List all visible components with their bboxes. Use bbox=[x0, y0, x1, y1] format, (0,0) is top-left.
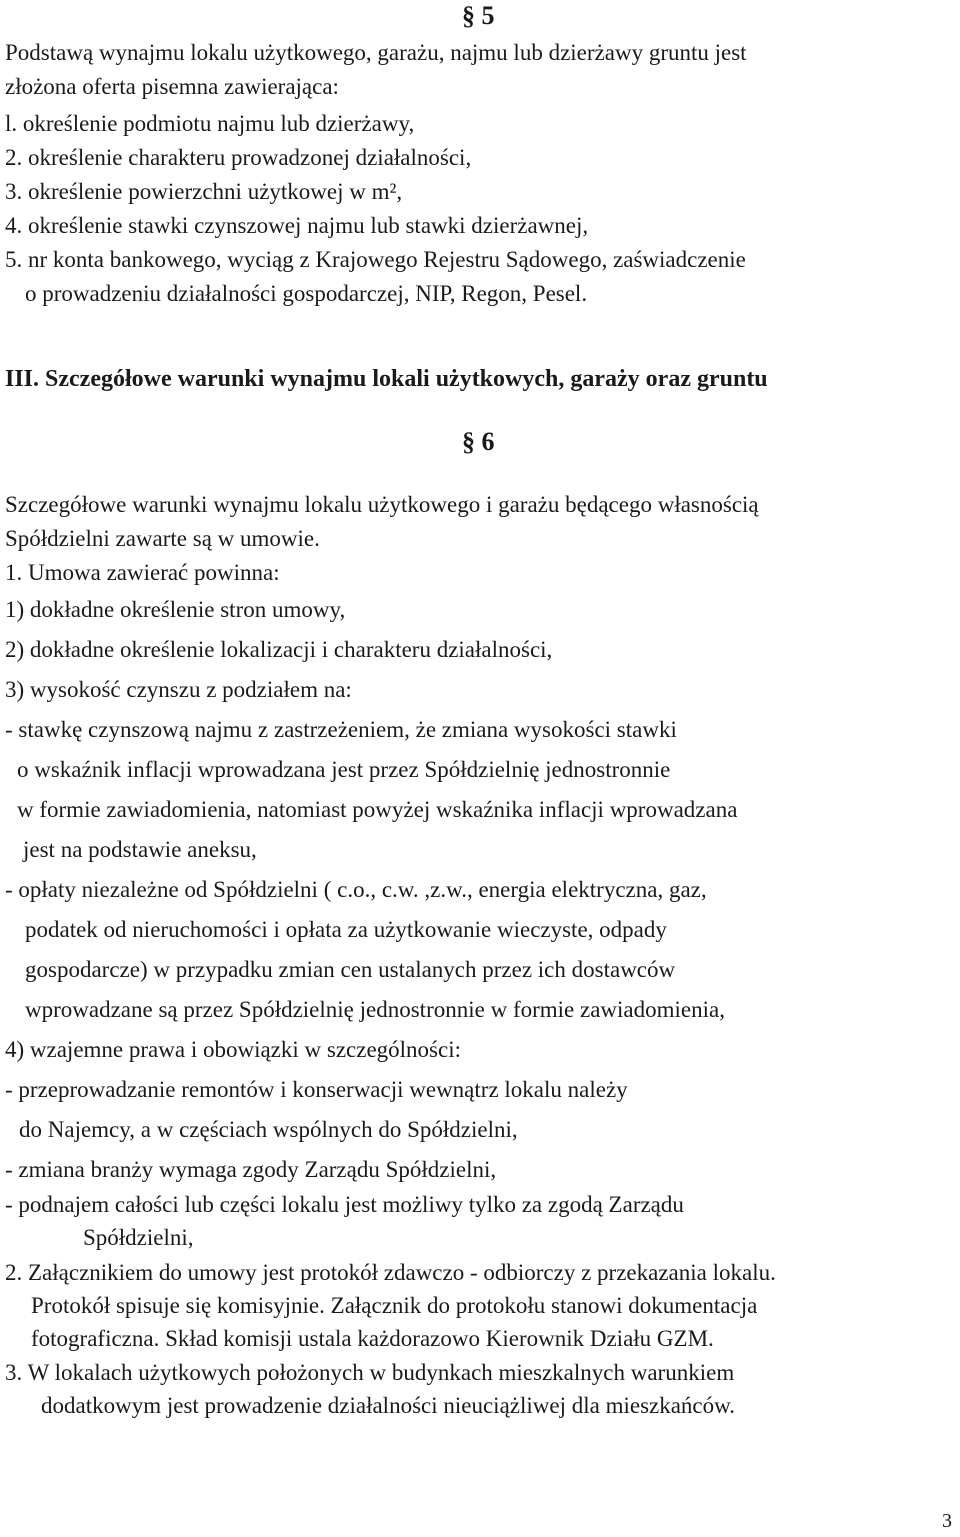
section-6-line: o wskaźnik inflacji wprowadzana jest przez Spółdzielnię jednostronnie bbox=[17, 757, 671, 782]
section-5-item-5: 5. nr konta bankowego, wyciąg z Krajowego Rejestru Sądowego, zaświadczenie bbox=[5, 247, 746, 272]
section-5-title: § 5 bbox=[462, 1, 495, 30]
section-6-line: 2. Załącznikiem do umowy jest protokół zdawczo - odbiorczy z przekazania lokalu. bbox=[5, 1260, 776, 1285]
section-5-item-4: 4. określenie stawki czynszowej najmu lub stawki dzierżawnej, bbox=[5, 213, 589, 238]
section-6-line: Spółdzielni, bbox=[83, 1225, 194, 1250]
section-6-line: w formie zawiadomienia, natomiast powyżej wskaźnika inflacji wprowadzana bbox=[17, 797, 738, 822]
section-5-item-3: 3. określenie powierzchni użytkowej w m², bbox=[5, 179, 403, 204]
section-6-line: 4) wzajemne prawa i obowiązki w szczególności: bbox=[5, 1037, 461, 1062]
section-6-line: 3) wysokość czynszu z podziałem na: bbox=[5, 677, 352, 702]
section-6-line: Spółdzielni zawarte są w umowie. bbox=[5, 526, 320, 551]
section-6-line: - zmiana branży wymaga zgody Zarządu Spółdzielni, bbox=[5, 1157, 497, 1182]
section-6-line: dodatkowym jest prowadzenie działalności nieuciążliwej dla mieszkańców. bbox=[41, 1393, 736, 1418]
section-6-line: 2) dokładne określenie lokalizacji i charakteru działalności, bbox=[5, 637, 553, 662]
section-5-intro-line-1: Podstawą wynajmu lokalu użytkowego, garażu, najmu lub dzierżawy gruntu jest bbox=[5, 40, 747, 65]
page-number: 3 bbox=[942, 1510, 952, 1532]
section-5-intro-line-2: złożona oferta pisemna zawierająca: bbox=[5, 74, 339, 99]
section-6-line: Protokół spisuje się komisyjnie. Załącznik do protokołu stanowi dokumentacja bbox=[31, 1293, 758, 1318]
section-6-line: gospodarcze) w przypadku zmian cen ustalanych przez ich dostawców bbox=[25, 957, 676, 982]
section-6-line: do Najemcy, a w częściach wspólnych do Spółdzielni, bbox=[19, 1117, 518, 1142]
section-6-line: Szczegółowe warunki wynajmu lokalu użytkowego i garażu będącego własnością bbox=[5, 492, 759, 517]
section-6-line: 1) dokładne określenie stron umowy, bbox=[5, 597, 346, 622]
section-6-line: - opłaty niezależne od Spółdzielni ( c.o., c.w. ,z.w., energia elektryczna, gaz, bbox=[5, 877, 707, 902]
section-6-line: - stawkę czynszową najmu z zastrzeżeniem, że zmiana wysokości stawki bbox=[5, 717, 677, 742]
section-6-line: fotograficzna. Skład komisji ustala każdorazowo Kierownik Działu GZM. bbox=[31, 1326, 714, 1351]
section-5-item-5-continued: o prowadzeniu działalności gospodarczej, NIP, Regon, Pesel. bbox=[25, 281, 588, 306]
section-6-line: 1. Umowa zawierać powinna: bbox=[5, 560, 280, 585]
section-6-line: podatek od nieruchomości i opłata za użytkowanie wieczyste, odpady bbox=[25, 917, 667, 942]
section-6-line: jest na podstawie aneksu, bbox=[23, 837, 257, 862]
section-6-line: wprowadzane są przez Spółdzielnię jednostronnie w formie zawiadomienia, bbox=[25, 997, 725, 1022]
section-6-title: § 6 bbox=[462, 427, 495, 456]
section-6-line: - przeprowadzanie remontów i konserwacji wewnątrz lokalu należy bbox=[5, 1077, 628, 1102]
section-6-line: - podnajem całości lub części lokalu jest możliwy tylko za zgodą Zarządu bbox=[5, 1192, 684, 1217]
chapter-3-heading: III. Szczegółowe warunki wynajmu lokali użytkowych, garaży oraz gruntu bbox=[5, 366, 768, 392]
section-5-item-2: 2. określenie charakteru prowadzonej działalności, bbox=[5, 145, 472, 170]
section-5-item-1: l. określenie podmiotu najmu lub dzierżawy, bbox=[5, 111, 415, 136]
section-6-line: 3. W lokalach użytkowych położonych w budynkach mieszkalnych warunkiem bbox=[5, 1360, 735, 1385]
